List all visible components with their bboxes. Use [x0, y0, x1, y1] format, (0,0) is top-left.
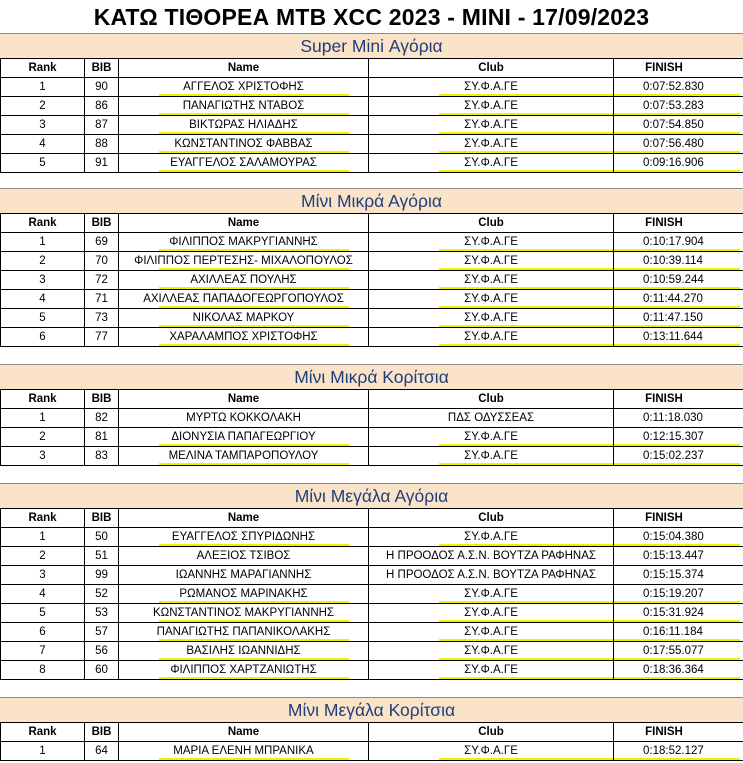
rank-cell: 5: [1, 309, 85, 328]
finish-cell: [614, 252, 743, 271]
club-header: Club: [369, 723, 614, 742]
bib-cell: 52: [85, 585, 119, 604]
table-row: [1, 309, 743, 328]
table-row: [1, 135, 743, 154]
club-cell: [369, 271, 614, 290]
bib-header: BIB: [85, 59, 119, 78]
table-row: [1, 116, 743, 135]
bib-cell: 91: [85, 154, 119, 173]
rank-cell: 1: [1, 409, 85, 428]
club-cell: [369, 742, 614, 761]
table-row: [1, 604, 743, 623]
finish-time: 0:11:44.270: [643, 293, 703, 305]
table-row: [1, 428, 743, 447]
bib-cell: 51: [85, 547, 119, 566]
name-cell: [119, 135, 369, 154]
club-name: ΣΥ.Φ.Α.ΓΕ: [464, 431, 518, 443]
highlight-mark-name: [159, 758, 349, 760]
highlight-mark-club: [439, 170, 614, 172]
club-name: ΣΥ.Φ.Α.ΓΕ: [464, 607, 518, 619]
table-row: [1, 742, 743, 761]
name-cell: [119, 78, 369, 97]
bib-cell: 64: [85, 742, 119, 761]
rank-cell: 3: [1, 116, 85, 135]
finish-cell: [614, 547, 743, 566]
table-row: [1, 78, 743, 97]
club-cell: [369, 447, 614, 466]
rank-header: Rank: [1, 509, 85, 528]
highlight-mark-finish: [614, 758, 740, 760]
rank-header: Rank: [1, 214, 85, 233]
finish-time: 0:07:56.480: [643, 138, 704, 150]
rank-cell: 1: [1, 233, 85, 252]
finish-time: 0:07:53.283: [643, 100, 704, 112]
table-row: [1, 528, 743, 547]
bib-header: BIB: [85, 390, 119, 409]
club-name: ΣΥ.Φ.Α.ΓΕ: [464, 157, 518, 169]
finish-cell: [614, 78, 743, 97]
rank-header: Rank: [1, 59, 85, 78]
club-name: ΣΥ.Φ.Α.ΓΕ: [464, 138, 518, 150]
athlete-name: ΑΓΓΕΛΟΣ ΧΡΙΣΤΟΦΗΣ: [183, 81, 304, 93]
name-header: Name: [119, 390, 369, 409]
table-row: [1, 409, 743, 428]
club-name: ΣΥ.Φ.Α.ΓΕ: [464, 450, 518, 462]
name-header: Name: [119, 509, 369, 528]
finish-time: 0:15:19.207: [643, 588, 704, 600]
club-name: ΣΥ.Φ.Α.ΓΕ: [464, 588, 518, 600]
highlight-mark-finish: [614, 170, 740, 172]
table-row: [1, 328, 743, 347]
athlete-name: ΧΑΡΑΛΑΜΠΟΣ ΧΡΙΣΤΟΦΗΣ: [169, 331, 318, 343]
athlete-name: ΕΥΑΓΓΕΛΟΣ ΣΠΥΡΙΔΩΝΗΣ: [171, 531, 316, 543]
club-cell: [369, 154, 614, 173]
club-cell: [369, 328, 614, 347]
athlete-name: ΠΑΝΑΓΙΩΤΗΣ ΝΤΑΒΟΣ: [182, 100, 305, 112]
finish-cell: [614, 309, 743, 328]
athlete-name: ΠΑΝΑΓΙΩΤΗΣ ΠΑΠΑΝΙΚΟΛΑΚΗΣ: [156, 626, 331, 638]
highlight-mark-finish: [614, 463, 740, 465]
club-cell: [369, 566, 614, 585]
name-cell: [119, 409, 369, 428]
page-title: ΚΑΤΩ ΤΙΘΟΡΕΑ ΜΤΒ XCC 2023 - MINI - 17/09/2023: [93, 4, 650, 30]
bib-cell: 69: [85, 233, 119, 252]
athlete-name: ΑΧΙΛΛΕΑΣ ΠΑΠΑΔΟΓΕΩΡΓΟΠΟΥΛΟΣ: [143, 293, 344, 305]
bib-cell: 87: [85, 116, 119, 135]
bib-cell: 50: [85, 528, 119, 547]
club-cell: [369, 547, 614, 566]
table-row: [1, 97, 743, 116]
bib-cell: 77: [85, 328, 119, 347]
athlete-name: ΚΩΝΣΤΑΝΤΙΝΟΣ ΜΑΚΡΥΓΙΑΝΝΗΣ: [152, 607, 335, 619]
rank-cell: 7: [1, 642, 85, 661]
athlete-name: ΜΥΡΤΩ ΚΟΚΚΟΛΑΚΗ: [186, 412, 301, 424]
bib-header: BIB: [85, 723, 119, 742]
club-cell: [369, 233, 614, 252]
finish-cell: [614, 97, 743, 116]
table-header-row: [1, 390, 743, 409]
rank-cell: 3: [1, 271, 85, 290]
club-name: ΣΥ.Φ.Α.ΓΕ: [464, 331, 518, 343]
name-cell: [119, 252, 369, 271]
highlight-mark-club: [439, 344, 614, 346]
finish-cell: [614, 604, 743, 623]
club-header: Club: [369, 59, 614, 78]
finish-time: 0:16:11.184: [643, 626, 703, 638]
finish-cell: [614, 328, 743, 347]
results-table: [0, 58, 743, 173]
club-name: ΣΥ.Φ.Α.ΓΕ: [464, 745, 518, 757]
athlete-name: ΑΧΙΛΛΕΑΣ ΠΟΥΛΗΣ: [190, 274, 297, 286]
club-cell: [369, 290, 614, 309]
finish-cell: [614, 585, 743, 604]
bib-cell: 90: [85, 78, 119, 97]
finish-time: 0:10:39.114: [643, 255, 703, 267]
club-name: ΣΥ.Φ.Α.ΓΕ: [464, 255, 518, 267]
club-cell: [369, 116, 614, 135]
finish-cell: [614, 428, 743, 447]
finish-time: 0:15:13.447: [643, 550, 704, 562]
category-title: Μίνι Μεγάλα Κορίτσια: [0, 697, 743, 722]
table-row: [1, 585, 743, 604]
athlete-name: ΑΛΕΞΙΟΣ ΤΣΙΒΟΣ: [196, 550, 291, 562]
rank-cell: 1: [1, 528, 85, 547]
finish-header-label: FINISH: [645, 512, 683, 524]
club-name: ΠΔΣ ΟΔΥΣΣΕΑΣ: [447, 412, 535, 424]
finish-time: 0:15:04.380: [643, 531, 704, 543]
rank-cell: 4: [1, 135, 85, 154]
name-cell: [119, 233, 369, 252]
name-cell: [119, 290, 369, 309]
club-name: ΣΥ.Φ.Α.ΓΕ: [464, 645, 518, 657]
category-title: Μίνι Μικρά Κορίτσια: [0, 364, 743, 389]
finish-time: 0:15:15.374: [643, 569, 704, 581]
table-row: [1, 154, 743, 173]
bib-cell: 73: [85, 309, 119, 328]
finish-time: 0:10:17.904: [643, 236, 704, 248]
name-cell: [119, 742, 369, 761]
name-cell: [119, 116, 369, 135]
club-cell: [369, 428, 614, 447]
rank-cell: 1: [1, 742, 85, 761]
finish-header: [614, 214, 743, 233]
finish-header-label: FINISH: [645, 726, 683, 738]
rank-cell: 3: [1, 447, 85, 466]
table-row: [1, 623, 743, 642]
athlete-name: ΝΙΚΟΛΑΣ ΜΑΡΚΟΥ: [192, 312, 295, 324]
finish-header: [614, 723, 743, 742]
athlete-name: ΜΕΛΙΝΑ ΤΑΜΠΑΡΟΠΟΥΛΟΥ: [168, 450, 319, 462]
club-cell: [369, 135, 614, 154]
table-header-row: [1, 214, 743, 233]
club-name: ΣΥ.Φ.Α.ΓΕ: [464, 274, 518, 286]
finish-cell: [614, 447, 743, 466]
finish-time: 0:17:55.077: [643, 645, 704, 657]
club-header: Club: [369, 214, 614, 233]
results-table: [0, 213, 743, 347]
club-cell: [369, 409, 614, 428]
club-cell: [369, 97, 614, 116]
finish-cell: [614, 409, 743, 428]
table-header-row: [1, 59, 743, 78]
club-name: Η ΠΡΟΟΔΟΣ Α.Σ.Ν. ΒΟΥΤΖΑ ΡΑΦΗΝΑΣ: [386, 550, 596, 562]
name-cell: [119, 328, 369, 347]
name-cell: [119, 585, 369, 604]
finish-time: 0:07:54.850: [643, 119, 704, 131]
finish-time: 0:10:59.244: [643, 274, 704, 286]
club-cell: [369, 585, 614, 604]
club-header: Club: [369, 390, 614, 409]
bib-cell: 81: [85, 428, 119, 447]
name-cell: [119, 547, 369, 566]
club-name: ΣΥ.Φ.Α.ΓΕ: [464, 531, 518, 543]
highlight-mark-name: [159, 677, 349, 679]
results-table: [0, 722, 743, 761]
name-cell: [119, 566, 369, 585]
rank-cell: 2: [1, 428, 85, 447]
finish-time: 0:09:16.906: [643, 157, 704, 169]
finish-cell: [614, 661, 743, 680]
club-cell: [369, 78, 614, 97]
rank-cell: 2: [1, 252, 85, 271]
bib-header: BIB: [85, 214, 119, 233]
bib-cell: 86: [85, 97, 119, 116]
rank-cell: 4: [1, 585, 85, 604]
name-cell: [119, 623, 369, 642]
finish-cell: [614, 742, 743, 761]
highlight-mark-finish: [614, 344, 740, 346]
name-cell: [119, 154, 369, 173]
name-cell: [119, 447, 369, 466]
club-header: Club: [369, 509, 614, 528]
rank-cell: 1: [1, 78, 85, 97]
rank-header: Rank: [1, 390, 85, 409]
finish-cell: [614, 290, 743, 309]
category-section: [0, 364, 743, 466]
athlete-name: ΒΑΣΙΛΗΣ ΙΩΑΝΝΙΔΗΣ: [186, 645, 301, 657]
highlight-mark-club: [439, 677, 614, 679]
highlight-mark-club: [439, 758, 614, 760]
finish-header-label: FINISH: [645, 62, 683, 74]
finish-cell: [614, 154, 743, 173]
club-cell: [369, 309, 614, 328]
bib-cell: 82: [85, 409, 119, 428]
name-header: Name: [119, 214, 369, 233]
athlete-name: ΙΩΑΝΝΗΣ ΜΑΡΑΓΙΑΝΝΗΣ: [175, 569, 312, 581]
athlete-name: ΦΙΛΙΠΠΟΣ ΠΕΡΤΕΣΗΣ- ΜΙΧΑΛΟΠΟΥΛΟΣ: [134, 255, 353, 267]
category-title: Μίνι Μεγάλα Αγόρια: [0, 483, 743, 508]
table-row: [1, 252, 743, 271]
bib-cell: 53: [85, 604, 119, 623]
club-name: ΣΥ.Φ.Α.ΓΕ: [464, 100, 518, 112]
rank-cell: 3: [1, 566, 85, 585]
highlight-mark-finish: [614, 677, 740, 679]
finish-time: 0:13:11.644: [643, 331, 703, 343]
name-header: Name: [119, 723, 369, 742]
name-cell: [119, 309, 369, 328]
name-cell: [119, 642, 369, 661]
rank-cell: 2: [1, 97, 85, 116]
highlight-mark-name: [159, 344, 349, 346]
table-row: [1, 642, 743, 661]
bib-cell: 99: [85, 566, 119, 585]
club-cell: [369, 604, 614, 623]
category-section: [0, 188, 743, 347]
table-header-row: [1, 723, 743, 742]
table-row: [1, 290, 743, 309]
table-row: [1, 547, 743, 566]
category-section: [0, 697, 743, 761]
bib-cell: 71: [85, 290, 119, 309]
finish-cell: [614, 528, 743, 547]
bib-cell: 60: [85, 661, 119, 680]
club-cell: [369, 661, 614, 680]
table-row: [1, 566, 743, 585]
finish-cell: [614, 623, 743, 642]
club-name: ΣΥ.Φ.Α.ΓΕ: [464, 312, 518, 324]
finish-cell: [614, 233, 743, 252]
highlight-mark-name: [159, 170, 349, 172]
table-row: [1, 233, 743, 252]
finish-header: [614, 509, 743, 528]
highlight-mark-name: [159, 463, 349, 465]
bib-cell: 70: [85, 252, 119, 271]
category-title: Super Mini Αγόρια: [0, 33, 743, 58]
finish-header: [614, 59, 743, 78]
finish-header-label: FINISH: [645, 217, 683, 229]
athlete-name: ΒΙΚΤΩΡΑΣ ΗΛΙΑΔΗΣ: [189, 119, 298, 131]
bib-cell: 88: [85, 135, 119, 154]
category-section: [0, 483, 743, 680]
finish-time: 0:12:15.307: [643, 431, 704, 443]
rank-cell: 2: [1, 547, 85, 566]
results-table: [0, 508, 743, 680]
table-row: [1, 447, 743, 466]
club-name: ΣΥ.Φ.Α.ΓΕ: [464, 626, 518, 638]
finish-cell: [614, 642, 743, 661]
finish-cell: [614, 135, 743, 154]
bib-header: BIB: [85, 509, 119, 528]
finish-time: 0:15:02.237: [643, 450, 704, 462]
club-cell: [369, 642, 614, 661]
name-cell: [119, 428, 369, 447]
club-name: ΣΥ.Φ.Α.ΓΕ: [464, 664, 518, 676]
bib-cell: 57: [85, 623, 119, 642]
finish-cell: [614, 271, 743, 290]
name-cell: [119, 97, 369, 116]
rank-cell: 5: [1, 154, 85, 173]
rank-cell: 6: [1, 623, 85, 642]
finish-time: 0:15:31.924: [643, 607, 704, 619]
club-name: Η ΠΡΟΟΔΟΣ Α.Σ.Ν. ΒΟΥΤΖΑ ΡΑΦΗΝΑΣ: [386, 569, 596, 581]
club-cell: [369, 623, 614, 642]
club-name: ΣΥ.Φ.Α.ΓΕ: [464, 293, 518, 305]
category-section: [0, 33, 743, 173]
table-header-row: [1, 509, 743, 528]
athlete-name: ΜΑΡΙΑ ΕΛΕΝΗ ΜΠΡΑΝΙΚΑ: [173, 745, 314, 757]
name-cell: [119, 271, 369, 290]
name-header: Name: [119, 59, 369, 78]
club-name: ΣΥ.Φ.Α.ΓΕ: [464, 119, 518, 131]
club-name: ΣΥ.Φ.Α.ΓΕ: [464, 236, 518, 248]
rank-header: Rank: [1, 723, 85, 742]
rank-cell: 4: [1, 290, 85, 309]
finish-cell: [614, 566, 743, 585]
finish-time: 0:11:18.030: [643, 412, 703, 424]
highlight-mark-club: [439, 463, 614, 465]
name-cell: [119, 661, 369, 680]
rank-cell: 8: [1, 661, 85, 680]
club-cell: [369, 252, 614, 271]
finish-header-label: FINISH: [645, 393, 683, 405]
club-name: ΣΥ.Φ.Α.ΓΕ: [464, 81, 518, 93]
finish-time: 0:18:36.364: [643, 664, 704, 676]
athlete-name: ΔΙΟΝΥΣΙΑ ΠΑΠΑΓΕΩΡΓΙΟΥ: [171, 431, 316, 443]
bib-cell: 56: [85, 642, 119, 661]
rank-cell: 5: [1, 604, 85, 623]
athlete-name: ΡΩΜΑΝΟΣ ΜΑΡΙΝΑΚΗΣ: [179, 588, 308, 600]
finish-cell: [614, 116, 743, 135]
name-cell: [119, 528, 369, 547]
bib-cell: 83: [85, 447, 119, 466]
finish-time: 0:11:47.150: [643, 312, 703, 324]
athlete-name: ΦΙΛΙΠΠΟΣ ΜΑΚΡΥΓΙΑΝΝΗΣ: [169, 236, 318, 248]
athlete-name: ΕΥΑΓΓΕΛΟΣ ΣΑΛΑΜΟΥΡΑΣ: [170, 157, 317, 169]
finish-time: 0:18:52.127: [643, 745, 704, 757]
category-title: Μίνι Μικρά Αγόρια: [0, 188, 743, 213]
rank-cell: 6: [1, 328, 85, 347]
club-cell: [369, 528, 614, 547]
results-table: [0, 389, 743, 466]
name-cell: [119, 604, 369, 623]
table-row: [1, 271, 743, 290]
athlete-name: ΚΩΝΣΤΑΝΤΙΝΟΣ ΦΑΒΒΑΣ: [174, 138, 313, 150]
table-row: [1, 661, 743, 680]
finish-time: 0:07:52.830: [643, 81, 704, 93]
bib-cell: 72: [85, 271, 119, 290]
athlete-name: ΦΙΛΙΠΠΟΣ ΧΑΡΤΖΑΝΙΩΤΗΣ: [170, 664, 317, 676]
finish-header: [614, 390, 743, 409]
